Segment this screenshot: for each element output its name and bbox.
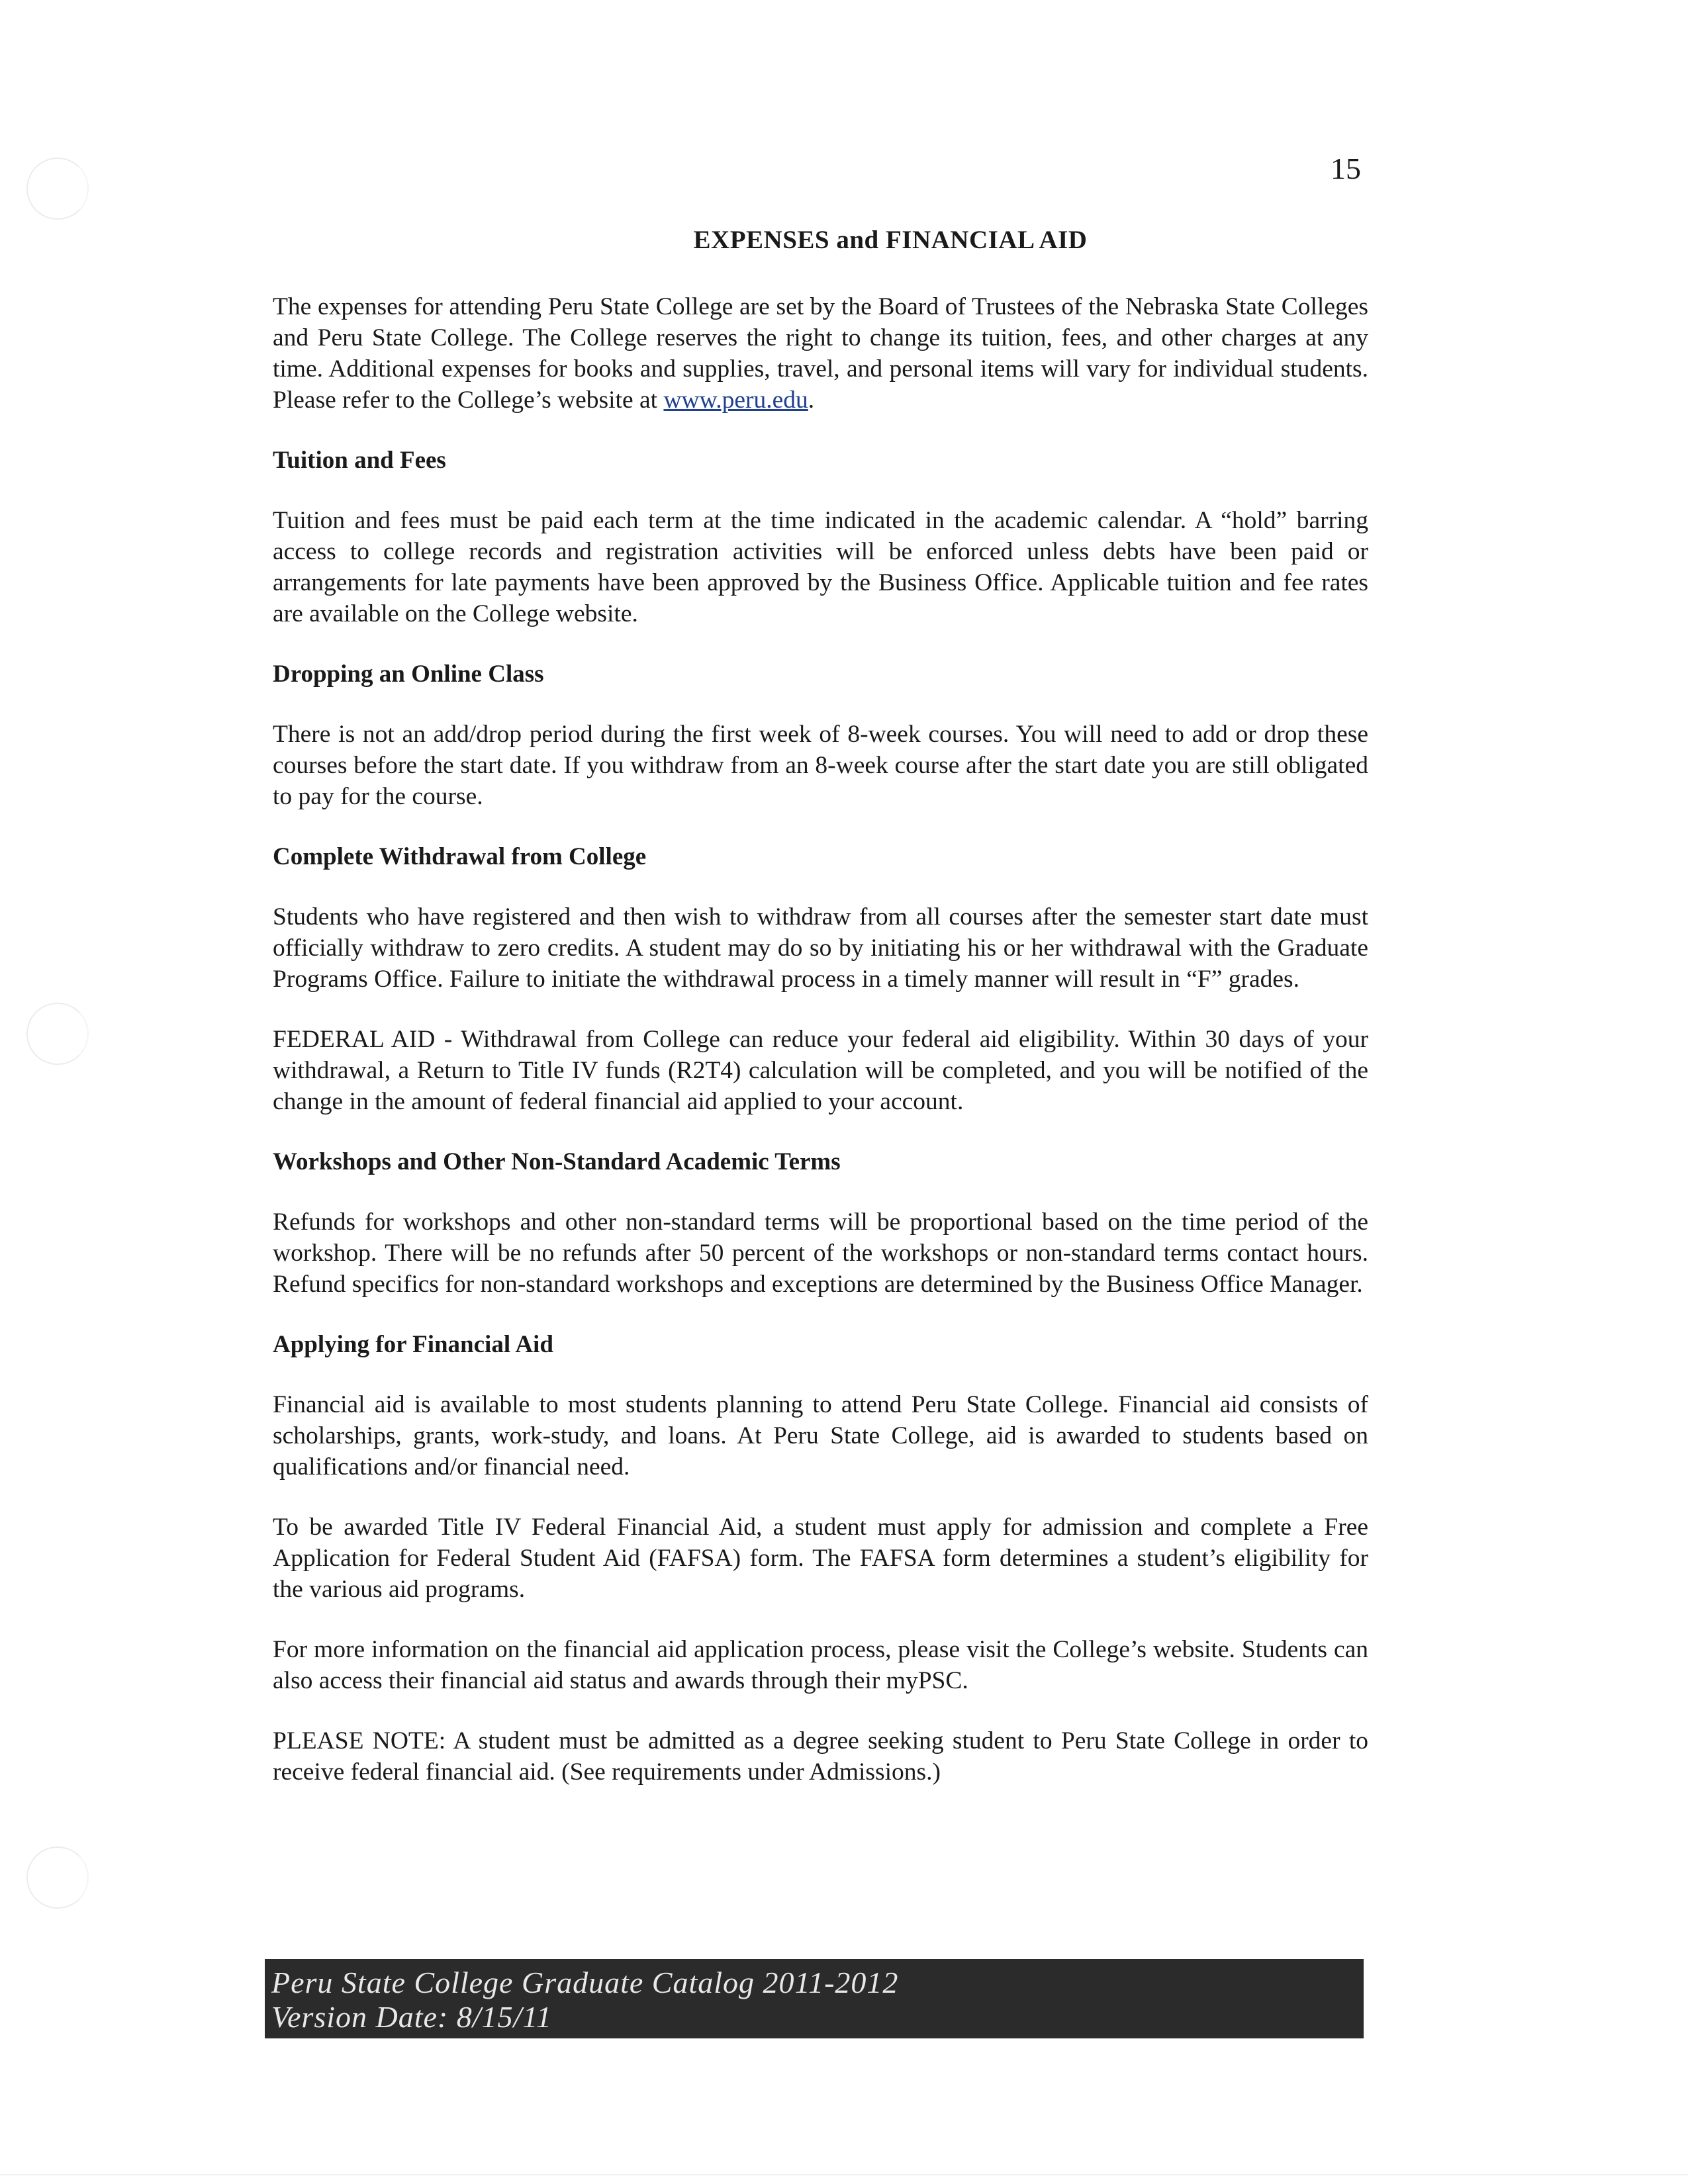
punch-hole — [26, 1003, 89, 1065]
section-heading-withdrawal: Complete Withdrawal from College — [273, 843, 647, 870]
intro-text-end: . — [808, 387, 815, 414]
section-heading-workshops: Workshops and Other Non-Standard Academic Terms — [273, 1148, 841, 1175]
intro-text: The expenses for attending Peru State College are set by the Board of Trustees of the Nebraska State Colleges and Peru State College. The College reserves the right to change its tuition, fees, and other charges at any time. Additional expenses for books and supplies, travel, and personal items will vary for individual students. Please refer to the College’s website at — [273, 293, 1368, 414]
section-heading-dropping: Dropping an Online Class — [273, 660, 544, 688]
withdrawal-paragraph: Students who have registered and then wish to withdraw from all courses after the semester start date must officially withdraw to zero credits. A student may do so by initiating his or her withdrawal with the Graduate Programs Office. Failure to initiate the withdrawal process in a timely manner will result in “F” grades. — [273, 903, 1368, 993]
page-title: EXPENSES and FINANCIAL AID — [693, 226, 1088, 254]
punch-hole — [26, 1846, 89, 1909]
dropping-paragraph: There is not an add/drop period during the first week of 8-week courses. You will need to add or drop these courses before the start date. If you withdraw from an 8-week course after the start date you are still obligated to pay for the course. — [273, 721, 1368, 810]
scan-edge-divider — [0, 2174, 1688, 2175]
main-content — [273, 291, 1368, 1817]
title-iv-paragraph: To be awarded Title IV Federal Financial Aid, a student must apply for admission and complete a Free Application for Federal Student Aid (FAFSA) form. The FAFSA form determines a student’s eligibility for the various aid programs. — [273, 1514, 1368, 1603]
intro-paragraph — [273, 291, 1368, 416]
footer-catalog-title: Peru State College Graduate Catalog 2011-2012 — [271, 1966, 899, 1999]
financial-aid-paragraph: Financial aid is available to most students planning to attend Peru State College. Financial aid consists of scholarships, grants, work-study, and loans. At Peru State College, aid is awarded to students based on qualifications and/or financial need. — [273, 1391, 1368, 1480]
section-heading-financial-aid: Applying for Financial Aid — [273, 1331, 553, 1358]
federal-aid-paragraph: FEDERAL AID - Withdrawal from College can reduce your federal aid eligibility. Within 30 days of your withdrawal, a Return to Title IV funds (R2T4) calculation will be completed, and you will be notified of the change in the amount of federal financial aid applied to your account. — [273, 1026, 1368, 1115]
punch-hole — [26, 158, 89, 220]
workshops-paragraph: Refunds for workshops and other non-standard terms will be proportional based on the time period of the workshop. There will be no refunds after 50 percent of the workshops or non-standard terms contact hours. Refund specifics for non-standard workshops and exceptions are determined by the Business Office Manager. — [273, 1208, 1368, 1298]
tuition-paragraph: Tuition and fees must be paid each term at the time indicated in the academic calendar. A “hold” barring access to college records and registration activities will be enforced unless debts have been paid or arrangements for late payments have been approved by the Business Office. Applicable tuition and fee rates are available on the College website. — [273, 507, 1368, 627]
catalog-footer-banner — [265, 1959, 1364, 2038]
section-heading-tuition: Tuition and Fees — [273, 447, 446, 474]
page-number: 15 — [1331, 152, 1361, 185]
website-link[interactable]: www.peru.edu — [663, 387, 808, 414]
footer-version-date: Version Date: 8/15/11 — [271, 2000, 552, 2034]
more-info-paragraph: For more information on the financial aid application process, please visit the College’s website. Students can also access their financial aid status and awards through their myPSC. — [273, 1636, 1368, 1694]
please-note-paragraph: PLEASE NOTE: A student must be admitted as a degree seeking student to Peru State College in order to receive federal financial aid. (See requirements under Admissions.) — [273, 1727, 1368, 1786]
